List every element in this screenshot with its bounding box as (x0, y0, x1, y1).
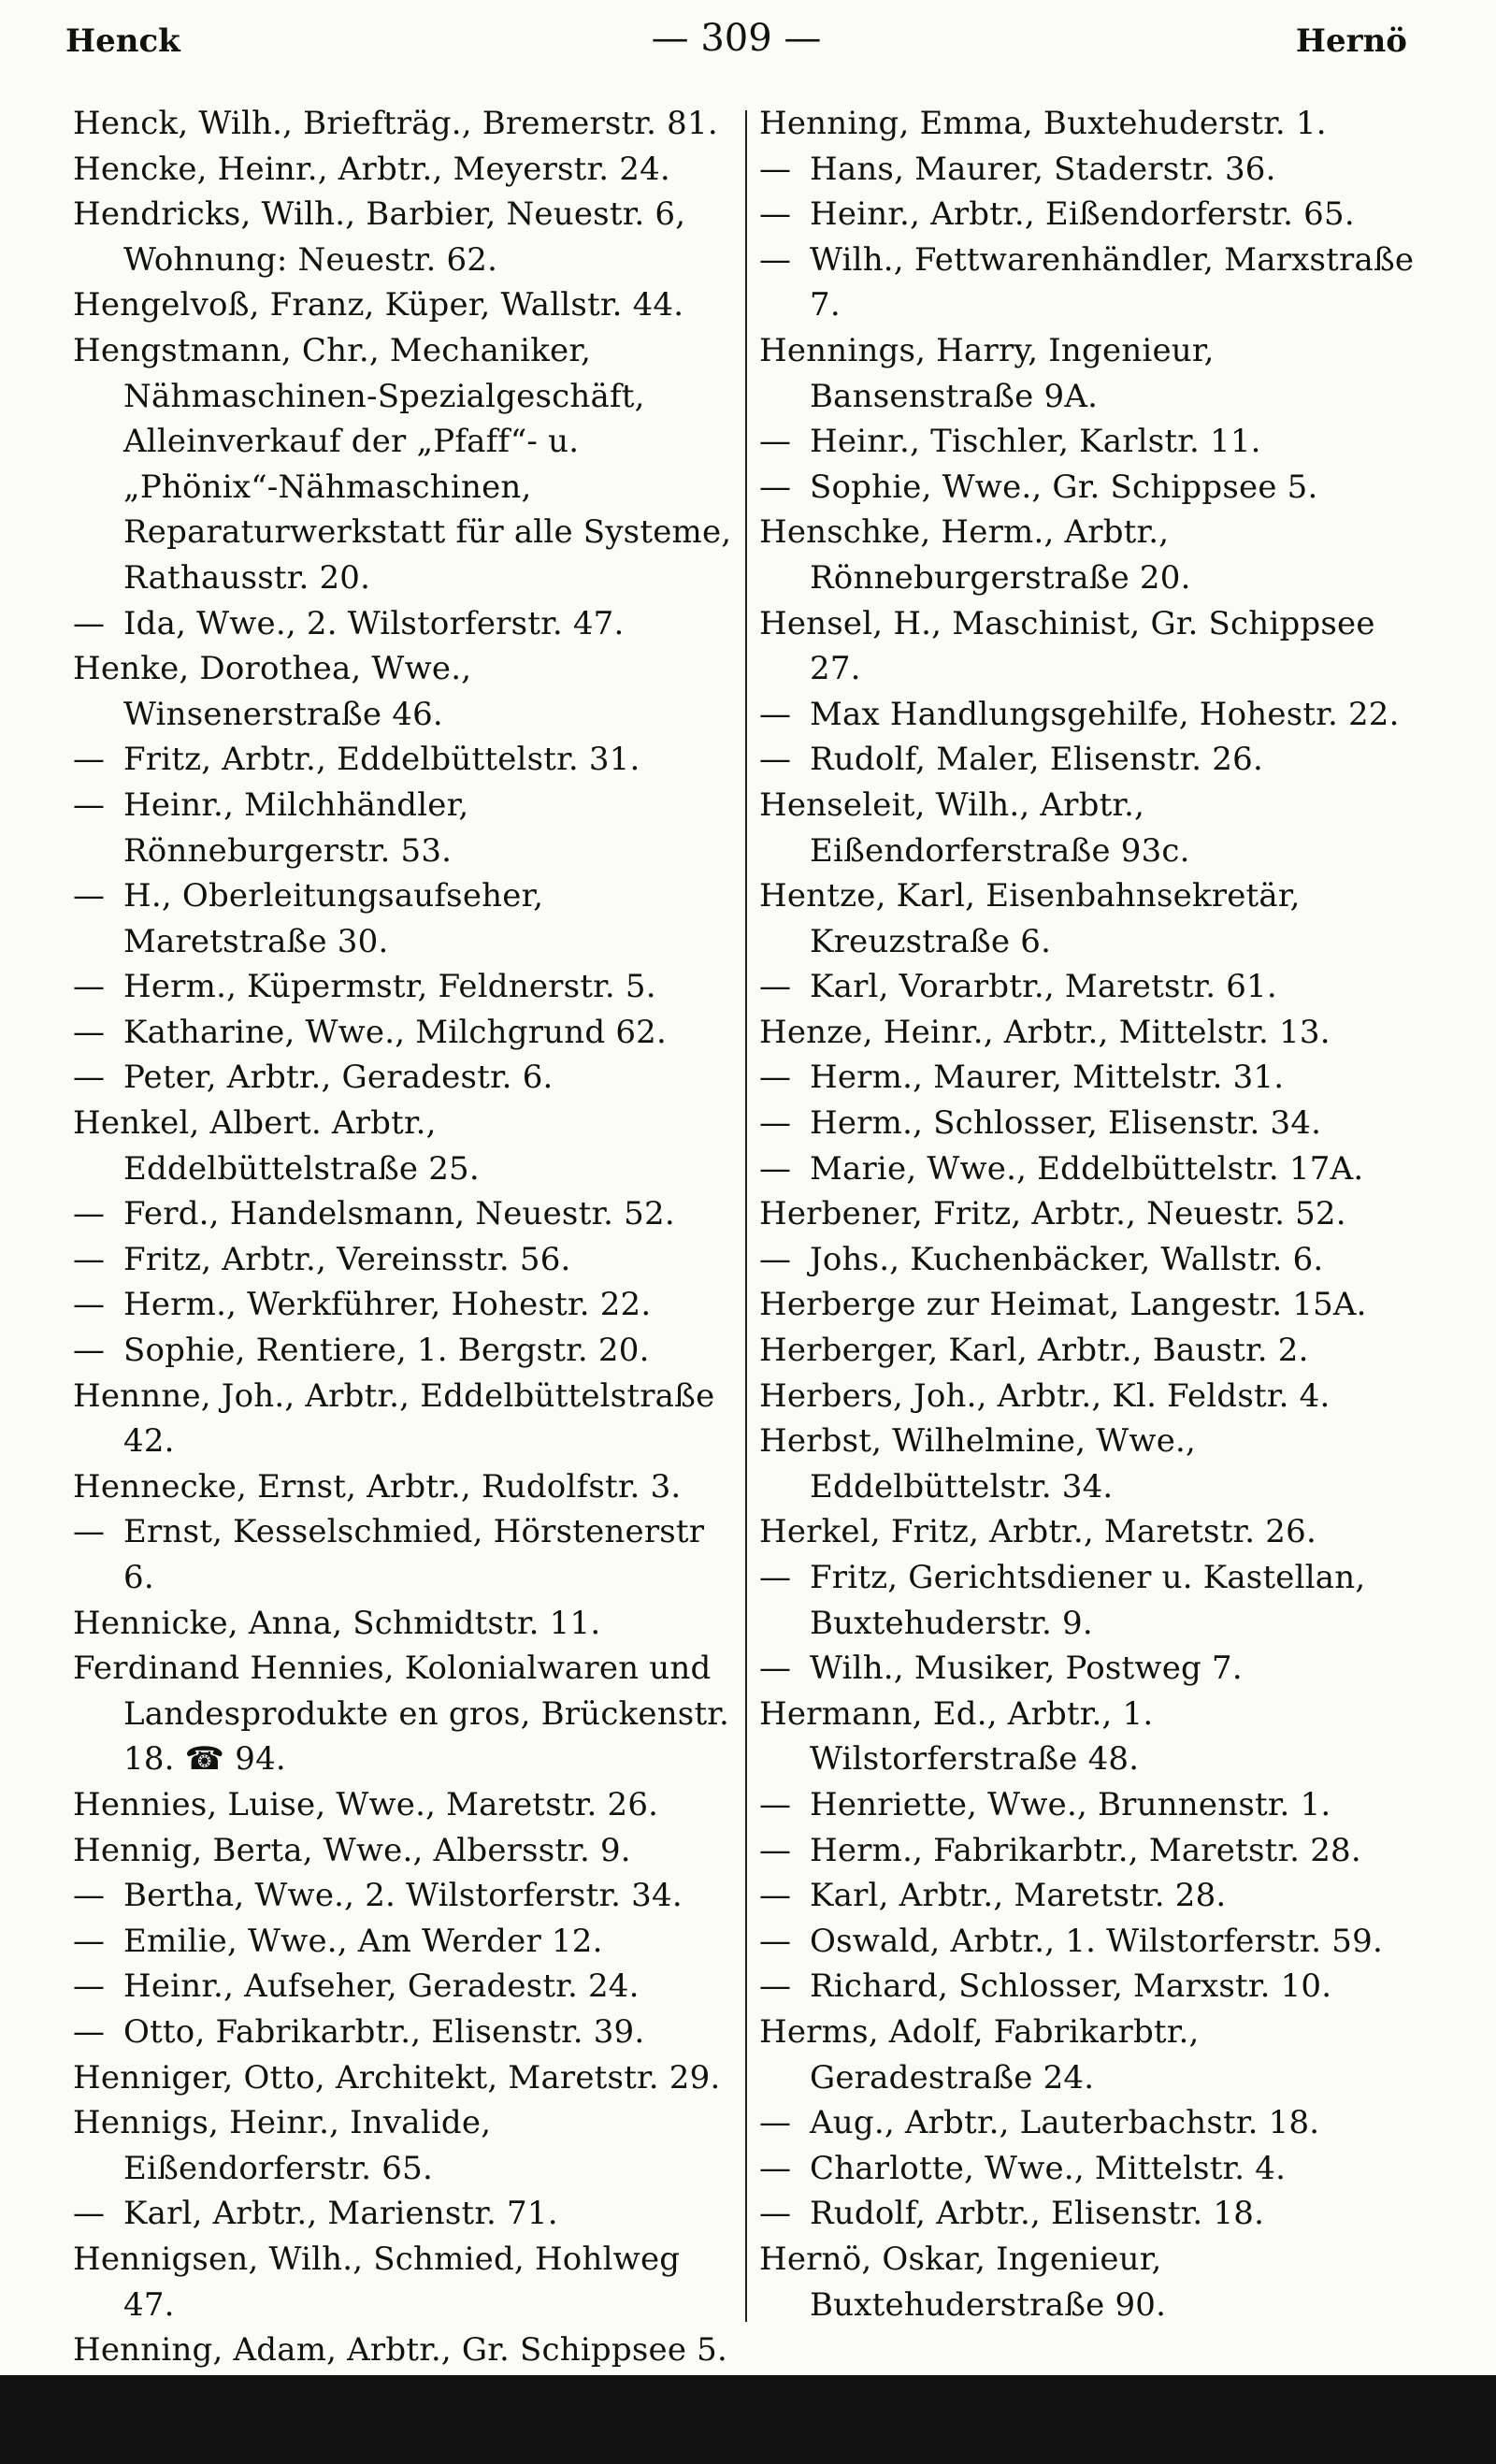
directory-entry (73, 1464, 737, 1510)
directory-entry (759, 1692, 1423, 1782)
repeat-dash: — (73, 2195, 106, 2233)
entry-text: Karl, Arbtr., Maretstr. 28. (810, 1877, 1227, 1915)
directory-entry (73, 1237, 737, 1283)
entry-text: Hennings, Harry, Ingenieur, Bansenstraße 9A. (759, 331, 1215, 415)
directory-entry (759, 419, 1423, 465)
repeat-dash: — (73, 604, 106, 642)
entry-text: Hensel, H., Maschinist, Gr. Schippsee 27. (759, 604, 1375, 688)
repeat-dash: — (73, 1240, 106, 1278)
directory-entry (73, 101, 737, 147)
directory-entry (759, 328, 1423, 419)
directory-entry (73, 1828, 737, 1874)
directory-entry (73, 1601, 737, 1647)
repeat-dash: — (759, 468, 792, 506)
entry-text: Hennigsen, Wilh., Schmied, Hohlweg 47. (73, 2240, 681, 2324)
directory-entry (73, 1646, 737, 1782)
entry-text: Peter, Arbtr., Geradestr. 6. (123, 1059, 554, 1097)
directory-entry (759, 783, 1423, 873)
entry-text: Heinr., Milchhändler, Rönneburgerstr. 53. (123, 785, 469, 870)
page-header (65, 7, 1407, 73)
entry-text: Herm., Schlosser, Elisenstr. 34. (810, 1104, 1322, 1143)
entry-text: Hermann, Ed., Arbtr., 1. Wilstorferstraße 48. (759, 1694, 1154, 1779)
entry-text: Henkel, Albert. Arbtr., Eddelbüttelstraße 25. (73, 1104, 480, 1188)
entry-text: Hennicke, Anna, Schmidtstr. 11. (73, 1604, 601, 1642)
directory-entry (759, 1010, 1423, 1056)
repeat-dash: — (759, 741, 792, 779)
directory-entry (759, 2237, 1423, 2327)
entry-text: Hentze, Karl, Eisenbahnsekretär, Kreuzstraße 6. (759, 877, 1301, 960)
directory-entry (73, 2100, 737, 2191)
directory-entry (73, 1055, 737, 1101)
entry-text: Henschke, Herm., Arbtr., Rönneburgerstraße 20. (759, 513, 1191, 597)
repeat-dash: — (759, 195, 792, 234)
entry-text: Rudolf, Arbtr., Elisenstr. 18. (810, 2195, 1265, 2233)
directory-entry (759, 1146, 1423, 1192)
entry-text: Hernö, Oskar, Ingenieur, Buxtehuderstraße 90. (759, 2240, 1167, 2324)
entry-text: Hengstmann, Chr., Mechaniker, Nähmaschinen-Spezialgeschäft, Alleinverkauf der „Pfaff“- u. „Phönix“-Nähmaschinen, Reparaturwerkstatt für alle Systeme, Rathausstr. 20. (73, 331, 732, 597)
entry-text: Herm., Werkführer, Hohestr. 22. (123, 1286, 652, 1324)
repeat-dash: — (73, 741, 106, 779)
repeat-dash: — (73, 968, 106, 1006)
entry-text: H., Oberleitungsaufseher, Maretstraße 30. (123, 877, 544, 960)
directory-entry (73, 1509, 737, 1600)
directory-entry (759, 1282, 1423, 1328)
left-column (73, 101, 737, 2373)
entry-text: Henning, Emma, Buxtehuderstr. 1. (759, 105, 1327, 142)
entry-text: Heinr., Tischler, Karlstr. 11. (810, 423, 1261, 461)
repeat-dash: — (73, 785, 106, 824)
entry-text: Herm., Fabrikarbtr., Maretstr. 28. (810, 1831, 1361, 1869)
directory-entry (73, 147, 737, 193)
entry-text: Ernst, Kesselschmied, Hörstenerstr 6. (123, 1513, 705, 1596)
entry-text: Fritz, Arbtr., Vereinsstr. 56. (123, 1240, 571, 1278)
repeat-dash: — (759, 1877, 792, 1915)
directory-entry (759, 147, 1423, 193)
entry-text: Henniger, Otto, Architekt, Maretstr. 29. (73, 2058, 721, 2097)
entry-text: Wilh., Musiker, Postweg 7. (810, 1650, 1243, 1688)
directory-entry (759, 2010, 1423, 2100)
repeat-dash: — (759, 1059, 792, 1097)
entry-text: Henck, Wilh., Briefträg., Bremerstr. 81. (73, 105, 718, 142)
directory-entry (759, 1646, 1423, 1692)
entry-text: Ferd., Handelsmann, Neuestr. 52. (123, 1195, 675, 1233)
entry-text: Hennies, Luise, Wwe., Maretstr. 26. (73, 1785, 659, 1823)
entry-text: Herm., Maurer, Mittelstr. 31. (810, 1059, 1285, 1097)
repeat-dash: — (759, 695, 792, 733)
directory-entry (73, 2010, 737, 2055)
directory-entry (759, 1101, 1423, 1146)
directory-entry (73, 964, 737, 1010)
repeat-dash: — (759, 2195, 792, 2233)
entry-text: Charlotte, Wwe., Mittelstr. 4. (810, 2149, 1287, 2187)
repeat-dash: — (759, 1650, 792, 1688)
directory-entry (73, 873, 737, 964)
directory-entry (759, 2100, 1423, 2146)
directory-entry (759, 964, 1423, 1010)
directory-entry (759, 737, 1423, 783)
repeat-dash: — (759, 1104, 792, 1143)
entry-text: Katharine, Wwe., Milchgrund 62. (123, 1013, 668, 1051)
directory-entry (759, 1419, 1423, 1509)
directory-entry (73, 1374, 737, 1464)
entry-text: Hengelvoß, Franz, Küper, Wallstr. 44. (73, 286, 684, 324)
repeat-dash: — (759, 1785, 792, 1823)
entry-text: Aug., Arbtr., Lauterbachstr. 18. (810, 2104, 1320, 2142)
directory-entry (759, 465, 1423, 511)
header-right-keyword: Hernö (1295, 22, 1407, 60)
directory-entry (759, 601, 1423, 692)
repeat-dash: — (759, 1240, 792, 1278)
entry-text: Herberge zur Heimat, Langestr. 15A. (759, 1286, 1367, 1324)
repeat-dash: — (73, 1013, 106, 1051)
entry-text: Richard, Schlosser, Marxstr. 10. (810, 1967, 1332, 2006)
directory-entry (759, 2146, 1423, 2192)
entry-text: Herkel, Fritz, Arbtr., Maretstr. 26. (759, 1513, 1316, 1551)
directory-entry (73, 2055, 737, 2101)
entry-text: Emilie, Wwe., Am Werder 12. (123, 1922, 603, 1960)
entry-text: Sophie, Wwe., Gr. Schippsee 5. (810, 468, 1318, 506)
repeat-dash: — (759, 150, 792, 188)
directory-entry (73, 1782, 737, 1828)
directory-entry (73, 328, 737, 601)
entry-text: Fritz, Gerichtsdiener u. Kastellan, Buxtehuderstr. 9. (810, 1559, 1366, 1642)
repeat-dash: — (759, 2104, 792, 2142)
entry-text: Ida, Wwe., 2. Wilstorferstr. 47. (123, 604, 625, 642)
directory-entry (73, 2237, 737, 2327)
entry-text: Henriette, Wwe., Brunnenstr. 1. (810, 1785, 1331, 1823)
directory-entry (73, 737, 737, 783)
repeat-dash: — (73, 1967, 106, 2006)
directory-entry (759, 238, 1423, 328)
directory-entry (73, 1873, 737, 1919)
entry-text: Marie, Wwe., Eddelbüttelstr. 17A. (810, 1149, 1364, 1188)
directory-entry (759, 1555, 1423, 1646)
directory-entry (759, 1191, 1423, 1237)
directory-entry (759, 1374, 1423, 1419)
entry-text: Bertha, Wwe., 2. Wilstorferstr. 34. (123, 1877, 683, 1915)
entry-text: Henning, Adam, Arbtr., Gr. Schippsee 5. (73, 2331, 728, 2370)
page-number: — 309 — (651, 17, 822, 60)
directory-entry (73, 1101, 737, 1191)
entry-text: Wilh., Fettwarenhändler, Marxstraße 7. (810, 240, 1415, 324)
header-left-keyword: Henck (65, 22, 180, 60)
directory-entry (759, 1237, 1423, 1283)
entry-text: Otto, Fabrikarbtr., Elisenstr. 39. (123, 2012, 645, 2051)
entry-text: Herm., Küpermstr, Feldnerstr. 5. (123, 968, 656, 1006)
directory-entry (73, 282, 737, 328)
entry-text: Max Handlungsgehilfe, Hohestr. 22. (810, 695, 1400, 733)
directory-entry (73, 2327, 737, 2373)
repeat-dash: — (73, 1195, 106, 1233)
repeat-dash: — (759, 1922, 792, 1960)
directory-entry (73, 783, 737, 873)
entry-text: Hennne, Joh., Arbtr., Eddelbüttelstraße 42. (73, 1376, 715, 1461)
repeat-dash: — (759, 1831, 792, 1869)
repeat-dash: — (759, 968, 792, 1006)
directory-entry (73, 1191, 737, 1237)
directory-entry (73, 601, 737, 647)
entry-text: Karl, Arbtr., Marienstr. 71. (123, 2195, 558, 2233)
entry-text: Heinr., Aufseher, Geradestr. 24. (123, 1967, 640, 2006)
directory-entry (759, 1828, 1423, 1874)
entry-text: Hennig, Berta, Wwe., Albersstr. 9. (73, 1831, 631, 1869)
entry-text: Henke, Dorothea, Wwe., Winsenerstraße 46. (73, 650, 472, 733)
directory-entry (73, 1328, 737, 1374)
directory-entry (759, 1509, 1423, 1555)
repeat-dash: — (73, 1513, 106, 1551)
repeat-dash: — (73, 1332, 106, 1370)
directory-entry (759, 1328, 1423, 1374)
repeat-dash: — (73, 1877, 106, 1915)
repeat-dash: — (759, 423, 792, 461)
directory-entry (73, 1282, 737, 1328)
repeat-dash: — (759, 2149, 792, 2187)
entry-text: Hendricks, Wilh., Barbier, Neuestr. 6, Wohnung: Neuestr. 62. (73, 195, 686, 279)
directory-entry (759, 692, 1423, 738)
right-column (759, 101, 1423, 2327)
directory-entry (73, 2191, 737, 2237)
entry-text: Herberger, Karl, Arbtr., Baustr. 2. (759, 1332, 1309, 1370)
entry-text: Fritz, Arbtr., Eddelbüttelstr. 31. (123, 741, 640, 779)
repeat-dash: — (73, 877, 106, 915)
repeat-dash: — (759, 240, 792, 279)
entry-text: Rudolf, Maler, Elisenstr. 26. (810, 741, 1263, 779)
directory-entry (759, 510, 1423, 600)
repeat-dash: — (73, 1286, 106, 1324)
entry-text: Hennecke, Ernst, Arbtr., Rudolfstr. 3. (73, 1467, 682, 1506)
entry-text: Karl, Vorarbtr., Maretstr. 61. (810, 968, 1277, 1006)
directory-entry (759, 1873, 1423, 1919)
entry-text: Hans, Maurer, Staderstr. 36. (810, 150, 1276, 188)
repeat-dash: — (73, 2012, 106, 2051)
entry-text: Herms, Adolf, Fabrikarbtr., Geradestraße 24. (759, 2012, 1200, 2097)
entry-text: Ferdinand Hennies, Kolonialwaren und Landesprodukte en gros, Brückenstr. 18. ☎ 94. (73, 1650, 730, 1779)
repeat-dash: — (759, 1967, 792, 2006)
entry-text: Herbers, Joh., Arbtr., Kl. Feldstr. 4. (759, 1376, 1331, 1415)
repeat-dash: — (73, 1922, 106, 1960)
column-divider (745, 110, 747, 2322)
repeat-dash: — (759, 1149, 792, 1188)
directory-entry (759, 192, 1423, 238)
directory-entry (759, 1055, 1423, 1101)
repeat-dash: — (759, 1559, 792, 1596)
directory-entry (73, 1919, 737, 1965)
entry-text: Heinr., Arbtr., Eißendorferstr. 65. (810, 195, 1355, 234)
entry-text: Hencke, Heinr., Arbtr., Meyerstr. 24. (73, 150, 670, 188)
entry-text: Sophie, Rentiere, 1. Bergstr. 20. (123, 1332, 650, 1370)
entry-text: Herbener, Fritz, Arbtr., Neuestr. 52. (759, 1195, 1346, 1233)
entry-text: Henseleit, Wilh., Arbtr., Eißendorferstraße 93c. (759, 785, 1190, 870)
directory-entry (73, 1964, 737, 2010)
directory-entry (759, 873, 1423, 964)
directory-entry (73, 646, 737, 737)
directory-entry (73, 192, 737, 282)
directory-entry (759, 101, 1423, 147)
scan-bottom-edge (0, 2375, 1496, 2464)
directory-entry (759, 2191, 1423, 2237)
directory-entry (759, 1919, 1423, 1965)
directory-entry (759, 1964, 1423, 2010)
entry-text: Oswald, Arbtr., 1. Wilstorferstr. 59. (810, 1922, 1383, 1960)
repeat-dash: — (73, 1059, 106, 1097)
entry-text: Johs., Kuchenbäcker, Wallstr. 6. (810, 1240, 1324, 1278)
directory-entry (759, 1782, 1423, 1828)
directory-entry (73, 1010, 737, 1056)
entry-text: Hennigs, Heinr., Invalide, Eißendorferstr. 65. (73, 2104, 492, 2187)
entry-text: Henze, Heinr., Arbtr., Mittelstr. 13. (759, 1013, 1331, 1051)
entry-text: Herbst, Wilhelmine, Wwe., Eddelbüttelstr. 34. (759, 1422, 1197, 1506)
